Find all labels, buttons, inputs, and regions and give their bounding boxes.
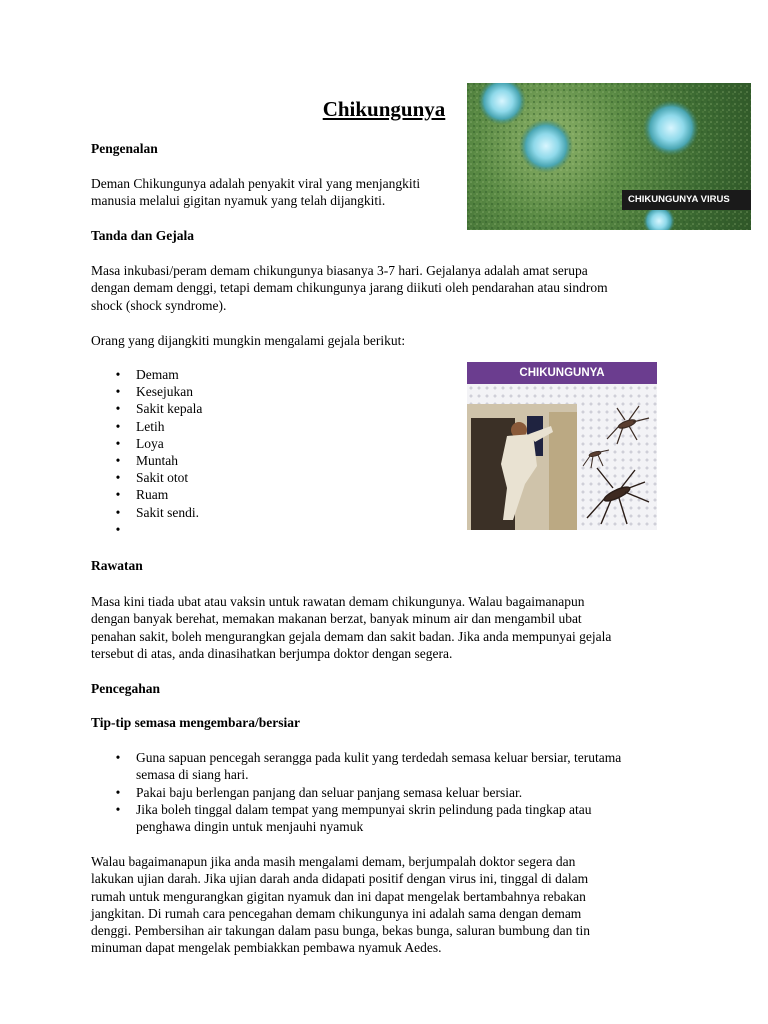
bullet: • (115, 384, 121, 400)
section-heading-pengenalan: Pengenalan (91, 141, 158, 156)
list-item: • Ruam (91, 486, 202, 503)
text-line: dengan demam denggi, tetapi demam chikungunya jarang diikuti oleh pendarahan atau sindrom (91, 280, 608, 296)
section-heading-rawatan: Rawatan (91, 558, 143, 573)
list-item: • Muntah (91, 452, 202, 469)
text-line: rumah untuk mengurangkan gigitan nyamuk dan ini dapat mengelak bertambahnya rebakan (91, 888, 586, 904)
signs-paragraph (91, 262, 608, 314)
section-heading-tanda-gejala: Tanda dan Gejala (91, 228, 195, 243)
bullet: • (115, 435, 121, 451)
symptoms-intro: Orang yang dijangkiti mungkin mengalami gejala berikut: (91, 333, 406, 348)
section-heading-pencegahan: Pencegahan (91, 681, 160, 696)
symptoms-list (91, 366, 202, 538)
text-line: shock (shock syndrome). (91, 297, 227, 313)
text-line: Deman Chikungunya adalah penyakit viral yang menjangkiti (91, 176, 421, 191)
poster-banner: CHIKUNGUNYA (467, 362, 657, 384)
list-item: • Kesejukan (91, 383, 202, 400)
virus-particle (643, 100, 699, 156)
bullet: • (115, 470, 121, 486)
text-line: Masa kini tiada ubat atau vaksin untuk rawatan demam chikungunya. Walau bagaimanapun (91, 594, 585, 609)
treatment-paragraph (91, 593, 611, 662)
door-frame (549, 412, 577, 530)
subheading-tips: Tip-tip semasa mengembara/bersiar (91, 715, 300, 730)
bullet: • (115, 418, 121, 434)
bullet: • (115, 750, 121, 765)
virus-particle (519, 119, 573, 173)
bullet: • (115, 801, 121, 817)
list-item: • Sakit sendi. (91, 504, 202, 521)
bullet: • (115, 487, 121, 503)
list-item: • Sakit kepala (91, 400, 202, 417)
tips-list (91, 749, 661, 835)
list-item: • Loya (91, 435, 202, 452)
text-line: Walau bagaimanapun jika anda masih mengalami demam, berjumpalah doktor segera dan (91, 854, 576, 869)
text-line: Masa inkubasi/peram demam chikungunya biasanya 3-7 hari. Gejalanya adalah amat serupa (91, 263, 588, 278)
intro-paragraph (91, 175, 420, 210)
text-line: manusia melalui gigitan nyamuk yang telah dijangkiti. (91, 193, 386, 209)
list-item: • Sakit otot (91, 469, 202, 486)
mosquito-icon (587, 468, 649, 524)
list-item (91, 521, 202, 538)
closing-paragraph (91, 853, 590, 957)
bullet: • (115, 521, 121, 537)
bullet: • (115, 401, 121, 417)
text-line: denggi. Pembersihan air takungan dalam pasu bunga, bekas bunga, saluran bumbung dan tin (91, 923, 591, 939)
mosquito-icon (583, 450, 609, 468)
list-item: • Guna sapuan pencegah serangga pada kulit yang terdedah semasa keluar bersiar, terutama semasa di siang hari. (91, 749, 661, 784)
text-line: penahan sakit, boleh mengurangkan gejala demam dan sakit badan. Jika anda mempunyai gejala (91, 628, 612, 644)
page-title: Chikungunya (322, 97, 446, 121)
mosquito-icon (607, 406, 649, 444)
chikungunya-virus-image (467, 83, 751, 230)
text-line: jangkitan. Di rumah cara pencegahan demam chikungunya ini adalah sama dengan demam (91, 905, 582, 921)
text-line: lakukan ujian darah. Jika ujian darah anda didapati positif dengan virus ini, tinggal di dalam (91, 871, 589, 887)
text-line: tersebut di atas, anda dinasihatkan berjumpa doktor dengan segera. (91, 645, 453, 661)
list-item: • Jika boleh tinggal dalam tempat yang mempunyai skrin pelindung pada tingkap atau penghawa dingin untuk menjauhi nyamuk (91, 801, 661, 836)
text-line: dengan banyak berehat, memakan makanan berzat, banyak minum air dan mengambil ubat (91, 611, 582, 627)
bullet: • (115, 784, 121, 800)
list-item: • Letih (91, 418, 202, 435)
virus-image-caption: CHIKUNGUNYA VIRUS (622, 190, 751, 210)
bullet: • (115, 504, 121, 520)
bullet: • (115, 452, 121, 468)
chikungunya-poster-image (467, 362, 657, 530)
text-line: minuman dapat mengelak pembiakkan pembawa nyamuk Aedes. (91, 940, 442, 956)
poster-illustration (467, 384, 657, 530)
bullet: • (115, 367, 121, 382)
list-item: • Pakai baju berlengan panjang dan seluar panjang semasa keluar bersiar. (91, 784, 661, 801)
list-item: • Demam (91, 366, 202, 383)
